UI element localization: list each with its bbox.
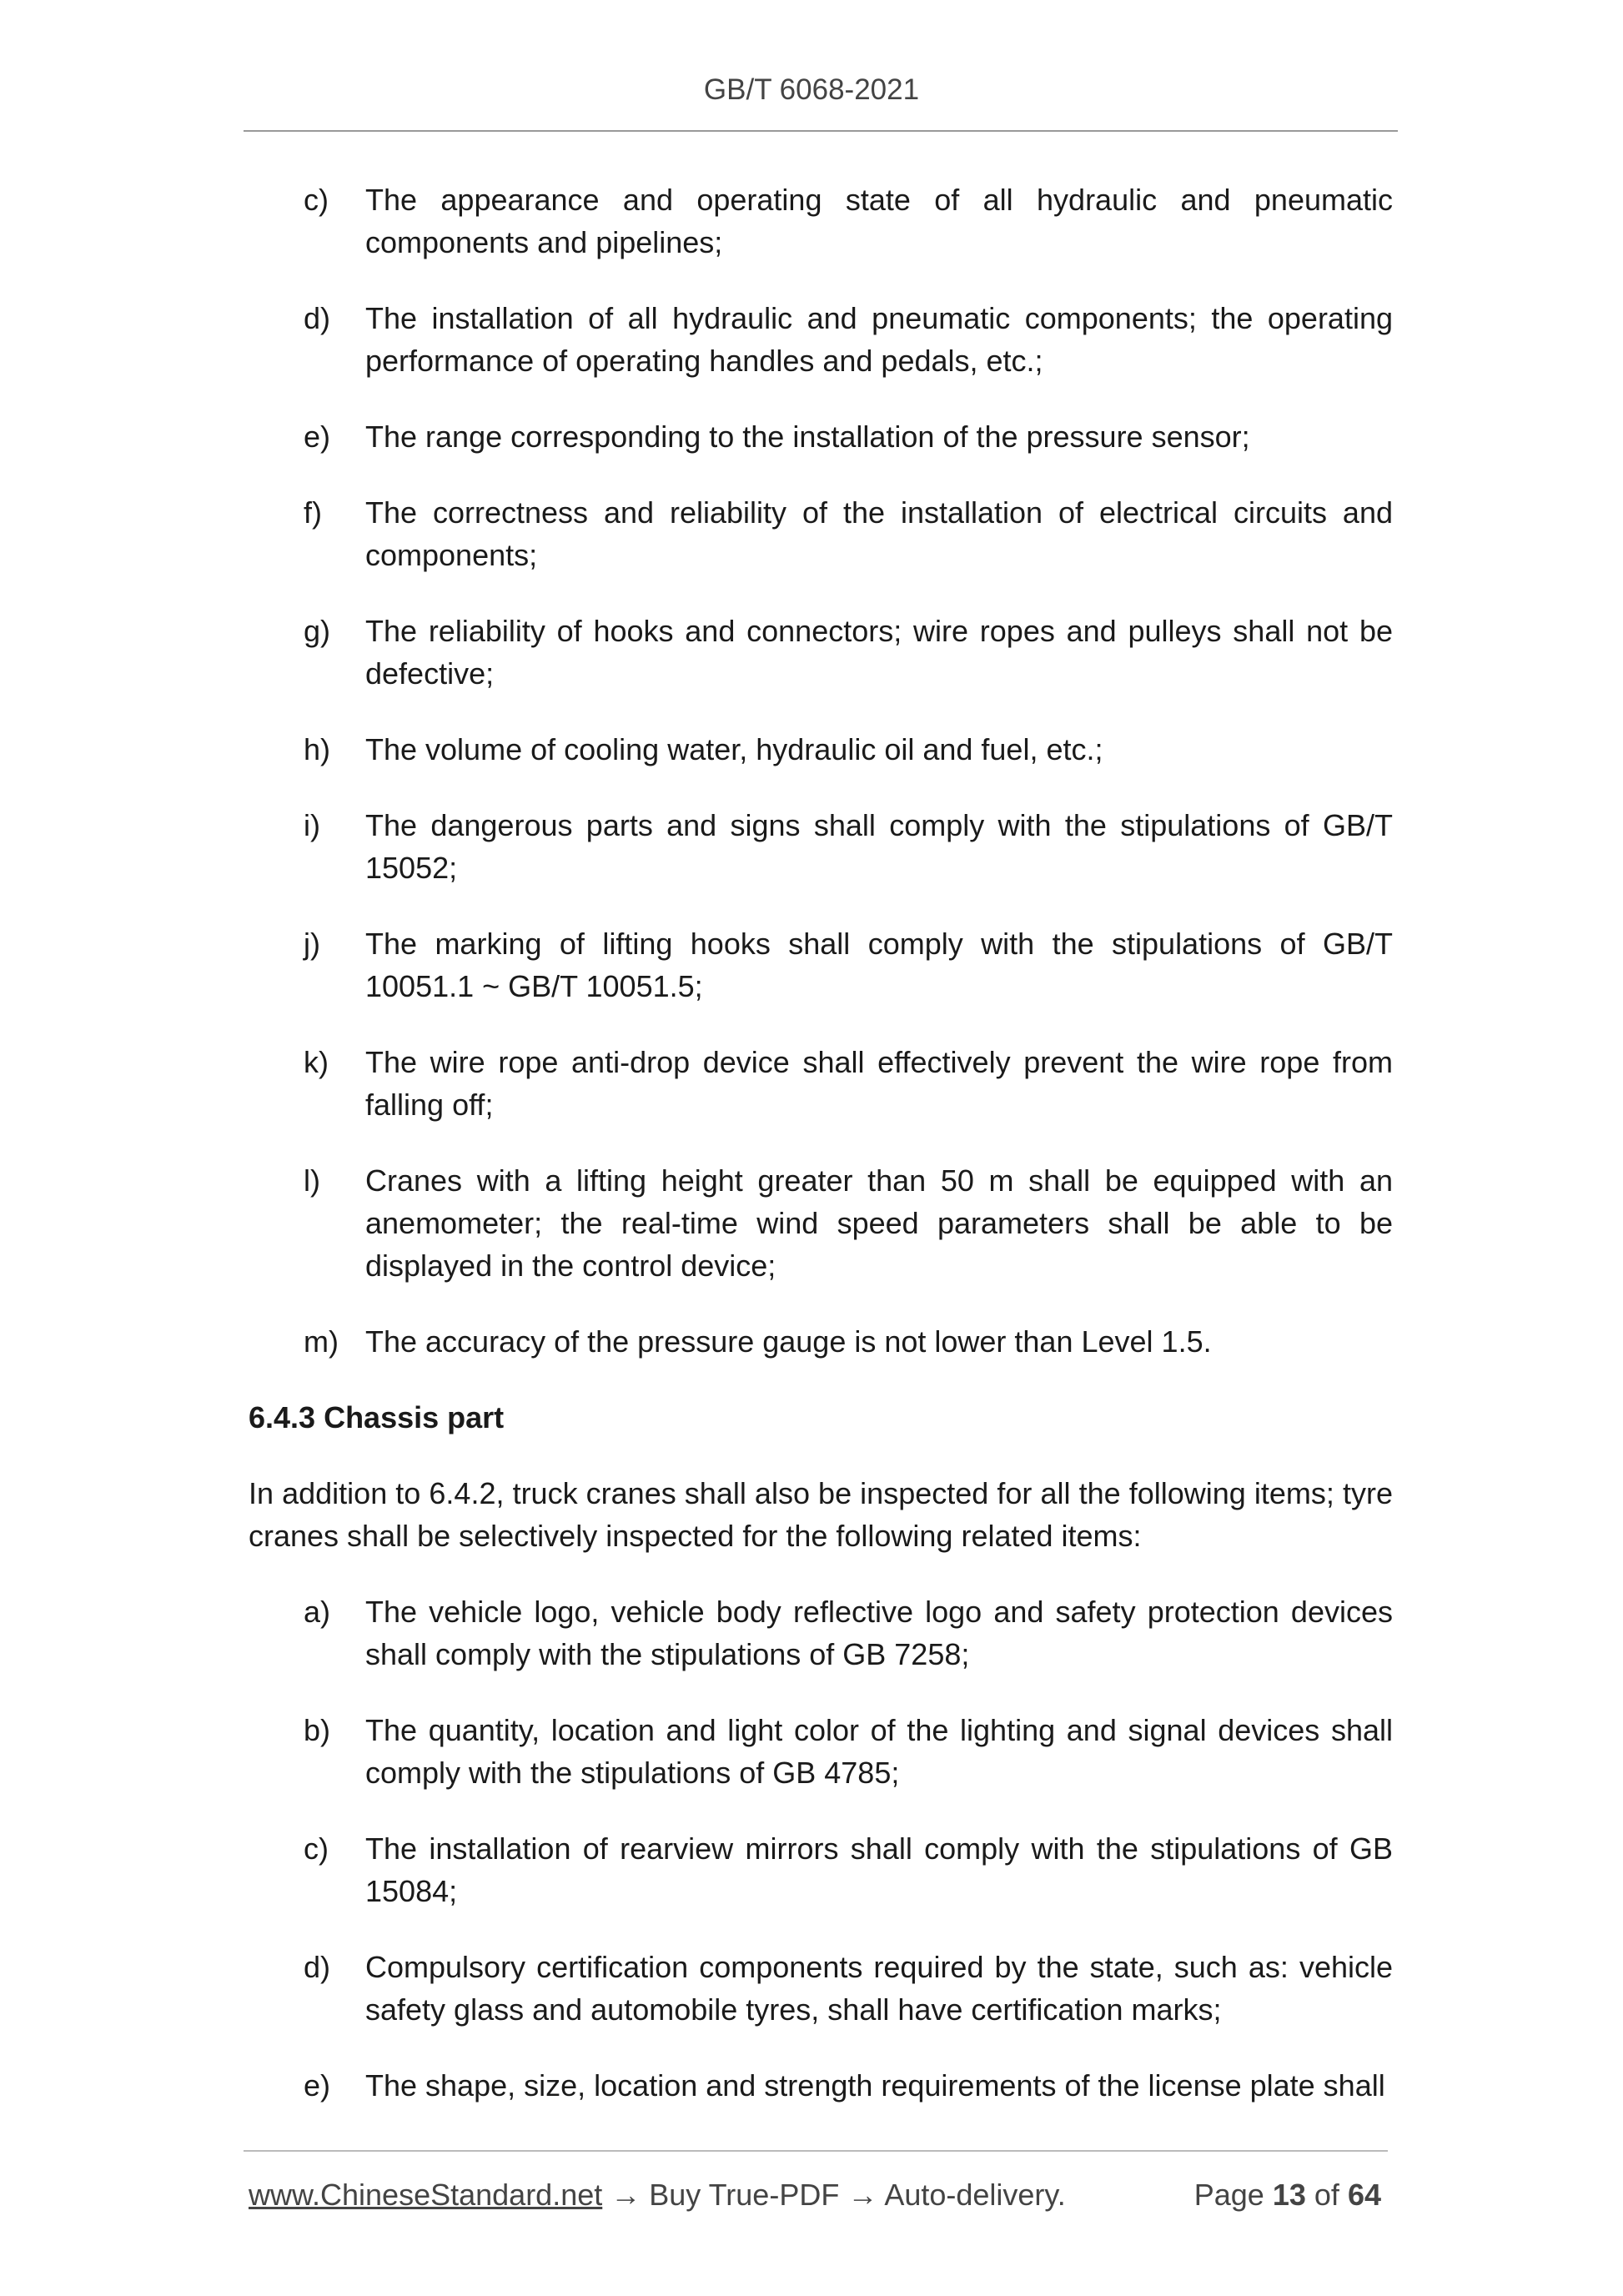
footer-promo-text: → Buy True-PDF → Auto-delivery. (602, 2178, 1066, 2212)
page-header (0, 73, 1623, 107)
list-marker: m) (304, 1324, 339, 1359)
list-item (249, 491, 1393, 576)
list-item (249, 728, 1393, 771)
list-marker: f) (304, 495, 322, 530)
list-item (249, 415, 1393, 458)
list-item (249, 804, 1393, 889)
section-intro: In addition to 6.4.2, truck cranes shall also be inspected for all the following items; tyre cranes shall be selectively inspected for the following related items: (249, 1476, 1393, 1553)
list-item (249, 297, 1393, 382)
list-marker: d) (304, 301, 331, 335)
list-item-text: The appearance and operating state of all hydraulic and pneumatic components and pipelines; (365, 183, 1393, 259)
list-item (249, 1709, 1393, 1794)
list-marker: d) (304, 1950, 331, 1984)
list-item-text: The range corresponding to the installation of the pressure sensor; (365, 420, 1250, 454)
list-item-text: Cranes with a lifting height greater than 50 m shall be equipped with an anemometer; the real-time wind speed parameters shall be able to be displayed in the control device; (365, 1163, 1393, 1283)
list-marker: b) (304, 1713, 331, 1747)
website-link[interactable]: www.ChineseStandard.net (249, 2178, 603, 2212)
list-item-text: The vehicle logo, vehicle body reflective logo and safety protection devices shall comply with the stipulations of GB 7258; (365, 1595, 1393, 1671)
list-item-text: The accuracy of the pressure gauge is not lower than Level 1.5. (365, 1324, 1212, 1359)
list-item-text: The wire rope anti-drop device shall effectively prevent the wire rope from falling off; (365, 1045, 1393, 1122)
list-item (249, 1827, 1393, 1912)
document-code: GB/T 6068-2021 (703, 73, 920, 106)
list-item-text: The reliability of hooks and connectors; wire ropes and pulleys shall not be defective; (365, 614, 1393, 691)
list-item-text: Compulsory certification components required by the state, such as: vehicle safety glass and automobile tyres, shall have certification marks; (365, 1950, 1393, 2027)
list-marker: c) (304, 183, 329, 217)
list-item-text: The correctness and reliability of the installation of electrical circuits and components; (365, 495, 1393, 572)
list-item-text: The installation of all hydraulic and pneumatic components; the operating performance of operating handles and pedals, etc.; (365, 301, 1393, 378)
list-marker: c) (304, 1831, 329, 1866)
list-item (249, 922, 1393, 1007)
list-item-text: The volume of cooling water, hydraulic oil and fuel, etc.; (365, 732, 1103, 766)
inspection-list-1 (249, 178, 1393, 1363)
page-content (249, 178, 1393, 2140)
list-item-text: The quantity, location and light color of the lighting and signal devices shall comply with the stipulations of GB 4785; (365, 1713, 1393, 1790)
inspection-list-2 (249, 1590, 1393, 2107)
list-item (249, 1041, 1393, 1126)
total-pages-number: 64 (1347, 2178, 1381, 2212)
list-item-text: The dangerous parts and signs shall comply with the stipulations of GB/T 15052; (365, 808, 1393, 885)
list-item (249, 1159, 1393, 1287)
footer-promo (249, 2174, 1066, 2216)
list-marker: l) (304, 1163, 320, 1198)
current-page-number: 13 (1272, 2178, 1306, 2212)
list-item (249, 1320, 1393, 1363)
header-divider (244, 130, 1398, 132)
list-marker: e) (304, 2068, 331, 2103)
page-indicator (1194, 2174, 1381, 2216)
page-label: Page (1193, 2178, 1264, 2212)
list-item (249, 610, 1393, 695)
section-heading: 6.4.3 Chassis part (249, 1400, 505, 1434)
list-marker: a) (304, 1595, 331, 1629)
list-item-text: The installation of rearview mirrors shall comply with the stipulations of GB 15084; (365, 1831, 1393, 1908)
list-item-text: The marking of lifting hooks shall comply with the stipulations of GB/T 10051.1 ~ GB/T 10051.5; (365, 927, 1393, 1003)
list-marker: e) (304, 420, 331, 454)
list-item (249, 178, 1393, 264)
of-label: of (1314, 2178, 1339, 2212)
list-item (249, 2064, 1393, 2107)
list-marker: h) (304, 732, 331, 766)
list-marker: g) (304, 614, 331, 648)
footer-divider (244, 2150, 1388, 2152)
list-item (249, 1590, 1393, 1676)
list-marker: j) (304, 927, 320, 961)
list-marker: i) (304, 808, 320, 842)
list-marker: k) (304, 1045, 329, 1079)
list-item (249, 1946, 1393, 2031)
list-item-text: The shape, size, location and strength requirements of the license plate shall (365, 2068, 1385, 2103)
